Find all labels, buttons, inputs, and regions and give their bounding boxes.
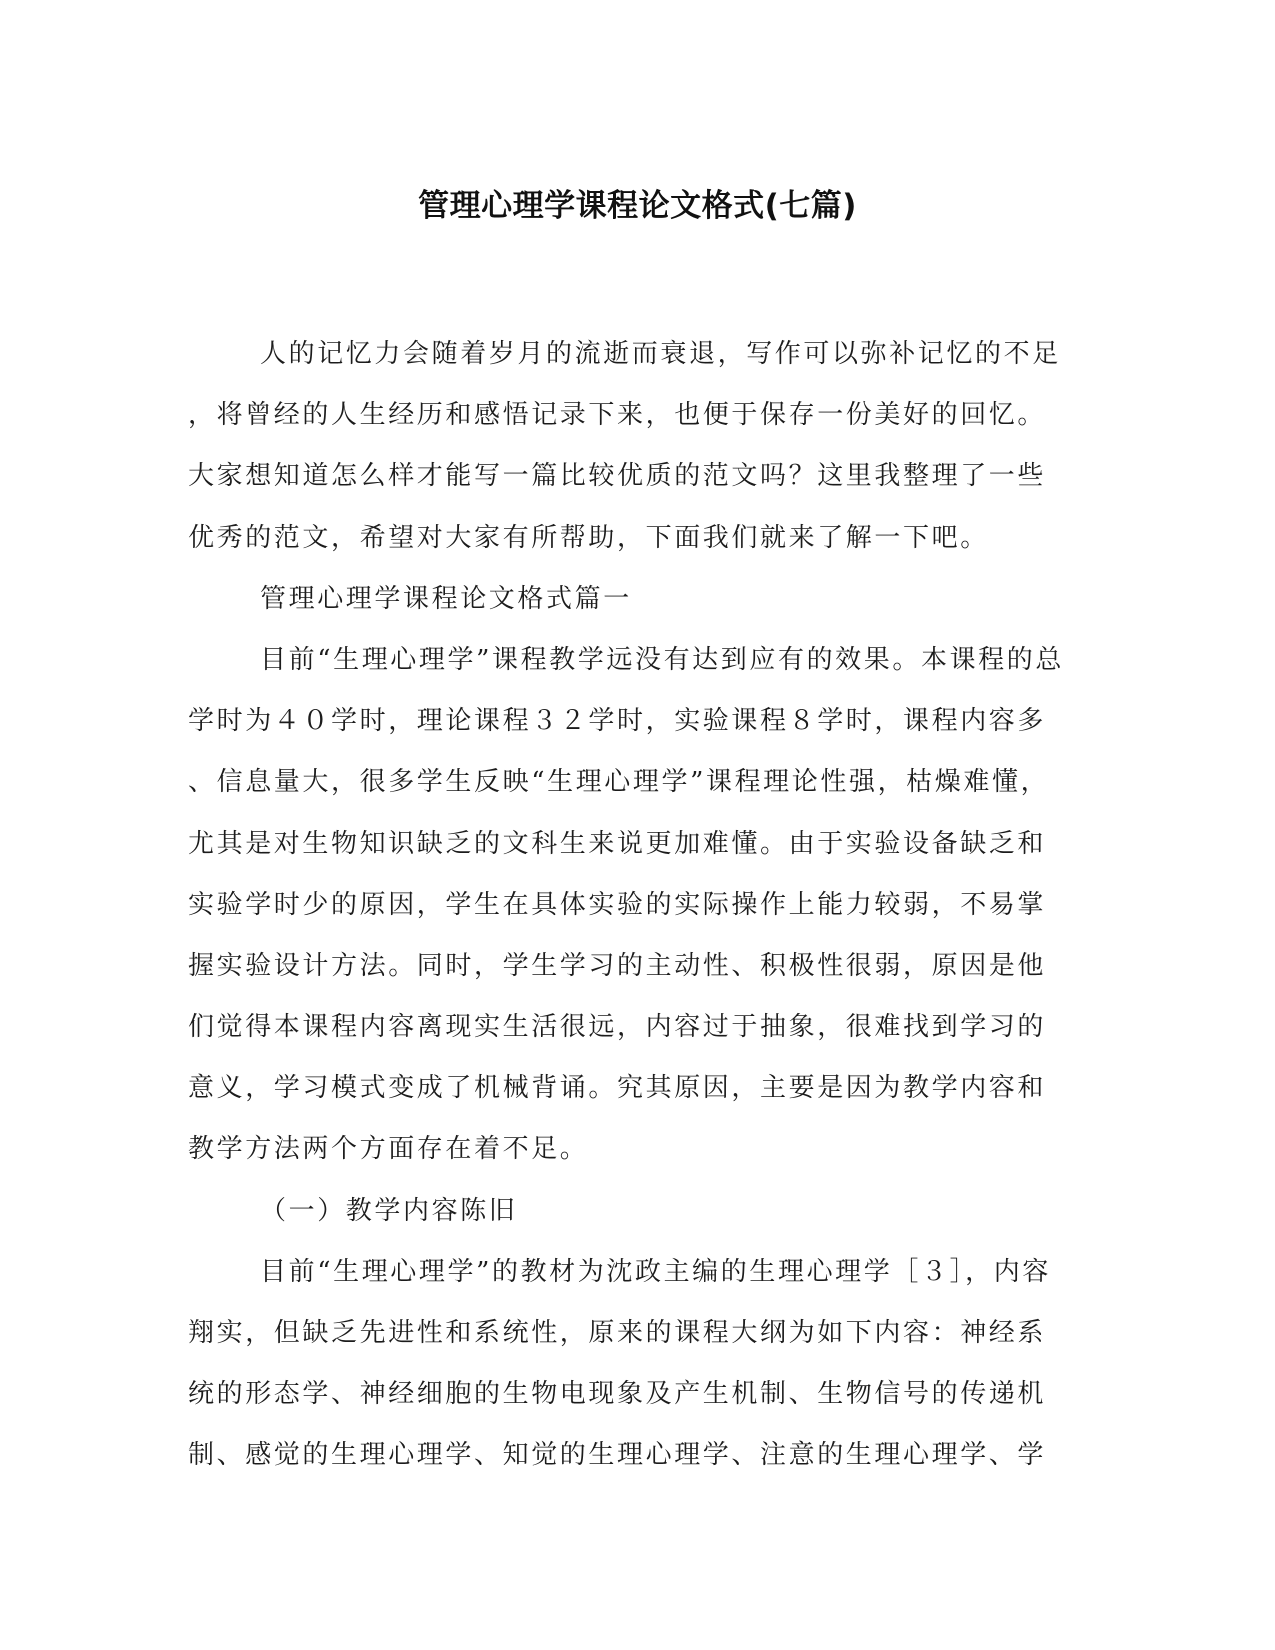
paragraph-line: 尤其是对生物知识缺乏的文科生来说更加难懂。由于实验设备缺乏和 [188,828,1047,859]
paragraph-line: 教学方法两个方面存在着不足。 [188,1134,589,1165]
document-body [188,324,1068,1487]
paragraph-line: 们觉得本课程内容离现实生活很远，内容过于抽象，很难找到学习的 [188,1012,1047,1043]
paragraph-intro-line: 优秀的范文，希望对大家有所帮助，下面我们就来了解一下吧。 [188,522,989,553]
paragraph-line: 、信息量大，很多学生反映“生理心理学”课程理论性强，枯燥难懂， [188,767,1050,798]
section-heading: 管理心理学课程论文格式篇一 [260,583,632,614]
paragraph-intro-line: 大家想知道怎么样才能写一篇比较优质的范文吗？这里我整理了一些 [188,461,1047,492]
document-title: 管理心理学课程论文格式(七篇) [418,188,857,224]
paragraph-line: 实验学时少的原因，学生在具体实验的实际操作上能力较弱，不易掌 [188,889,1047,920]
paragraph-line: 翔实，但缺乏先进性和系统性，原来的课程大纲为如下内容：神经系 [188,1318,1047,1348]
paragraph-line: 握实验设计方法。同时，学生学习的主动性、积极性很弱，原因是他 [188,950,1047,981]
paragraph-intro-line: 人的记忆力会随着岁月的流逝而衰退，写作可以弥补记忆的不足 [260,339,1061,369]
paragraph-line: 目前“生理心理学”的教材为沈政主编的生理心理学［３］，内容 [260,1256,1051,1287]
paragraph-line: 制、感觉的生理心理学、知觉的生理心理学、注意的生理心理学、学 [188,1440,1047,1471]
paragraph-intro-line: ，将曾经的人生经历和感悟记录下来，也便于保存一份美好的回忆。 [188,400,1047,431]
subsection-heading: （一）教学内容陈旧 [260,1195,518,1226]
paragraph-line: 目前“生理心理学”课程教学远没有达到应有的效果。本课程的总 [260,644,1064,675]
paragraph-line: 统的形态学、神经细胞的生物电现象及产生机制、生物信号的传递机 [188,1379,1047,1410]
paragraph-line: 学时为４０学时，理论课程３２学时，实验课程８学时，课程内容多 [188,706,1047,737]
paragraph-line: 意义，学习模式变成了机械背诵。究其原因，主要是因为教学内容和 [188,1073,1047,1104]
